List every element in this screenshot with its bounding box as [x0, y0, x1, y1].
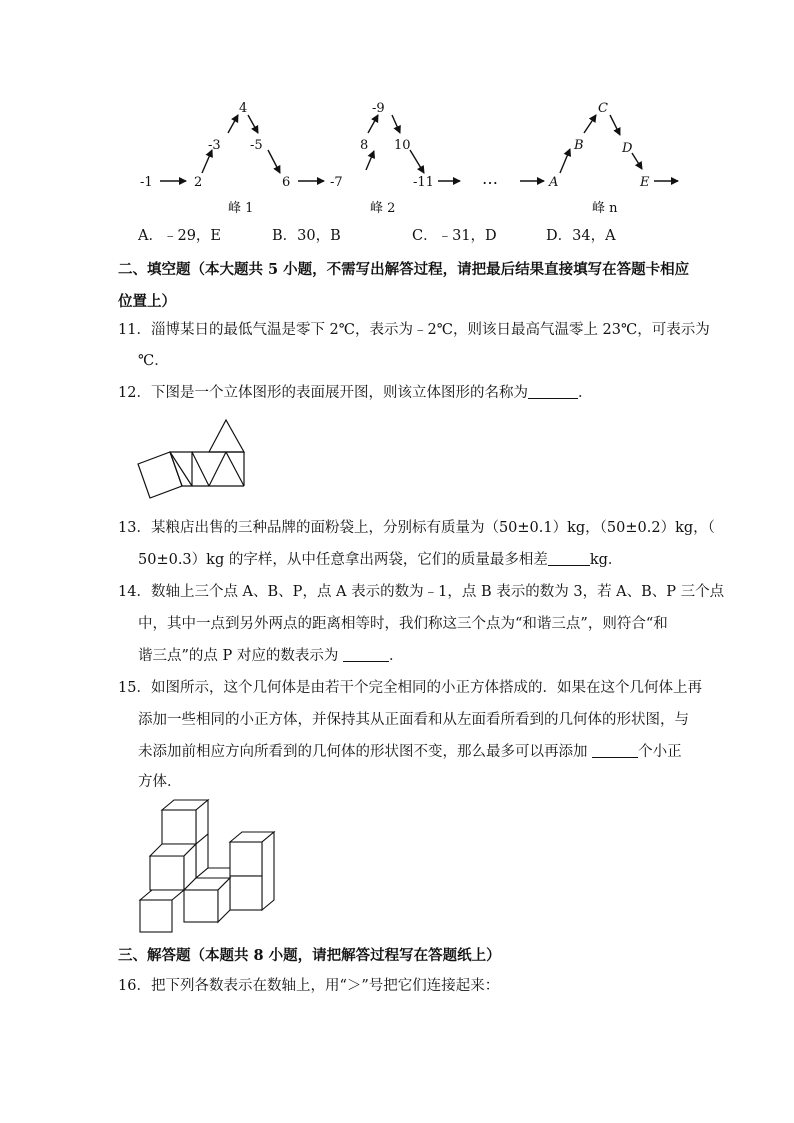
q16-line1: 16．把下列各数表示在数轴上，用“＞”号把它们连接起来：: [118, 978, 500, 994]
peak2-label: 峰 2: [370, 201, 396, 216]
q13-line2-end: kg．: [589, 552, 623, 568]
q14-line3: [138, 646, 404, 666]
peaks-dots: …: [482, 169, 498, 188]
peakn-e: E: [640, 175, 650, 190]
peakn-d: D: [622, 141, 633, 156]
peak2-left: -7: [330, 175, 343, 190]
peak2-v4: 10: [394, 138, 411, 153]
peak1-v2: 2: [194, 175, 203, 190]
q15-line4: 方体．: [138, 774, 182, 790]
section2-heading-line2: 位置上）: [118, 293, 176, 310]
q13-answer-blank: [548, 551, 590, 566]
peak2-top: -9: [372, 101, 385, 116]
q12-text: [118, 383, 592, 403]
option-b: B．30，B: [272, 228, 341, 244]
peak2-v2: 8: [360, 138, 369, 153]
peakn-a: A: [549, 175, 559, 190]
option-a: A．﹣29，E: [138, 228, 222, 244]
q13-line2: [138, 550, 622, 570]
q11-line1: 11．淄博某日的最低气温是零下 2℃，表示为﹣2℃，则该日最高气温零上 23℃，可表示为: [118, 322, 710, 338]
q15-line3-text: 未添加前相应方向所看到的几何体的形状图不变，那么最多可以再添加: [138, 744, 588, 760]
peakn-b: B: [574, 138, 584, 153]
q12-answer-blank: [528, 384, 578, 399]
q14-line1: 14．数轴上三个点 A、B、P，点 A 表示的数为﹣1，点 B 表示的数为 3，若 A、B、P 三个点: [118, 584, 725, 600]
q14-line3-text: 谐三点”的点 P 对应的数表示为: [138, 648, 339, 664]
section2-heading-line1: 二、填空题（本大题共 5 小题，不需写出解答过程，请把最后结果直接填写在答题卡相应: [118, 261, 690, 278]
q13-line1: 13．某粮店出售的三种品牌的面粉袋上，分别标有质量为（50±0.1）kg，（50±0.2）kg，（: [118, 520, 715, 536]
q15-line2: 添加一些相同的小正方体，并保持其从正面看和从左面看所看到的几何体的形状图，与: [138, 712, 689, 728]
peakn-label: 峰 n: [592, 201, 618, 216]
net-figure: [134, 412, 252, 504]
peaks-figure: [130, 95, 690, 220]
peak1-left: -1: [140, 175, 153, 190]
q12-question: 12．下图是一个立体图形的表面展开图，则该立体图形的名称为: [118, 385, 528, 401]
option-c: C．﹣31，D: [412, 228, 497, 244]
peak1-v3: -3: [208, 138, 221, 153]
q14-answer-blank: [343, 647, 389, 662]
q15-answer-blank: [592, 743, 638, 758]
q15-line3-end: 个小正: [638, 744, 682, 760]
q13-line2-text: 50±0.3）kg 的字样，从中任意拿出两袋，它们的质量最多相差: [138, 552, 548, 568]
section3-heading: 三、解答题（本题共 8 小题，请把解答过程写在答题纸上）: [118, 947, 501, 964]
peak1-v5: -5: [250, 138, 263, 153]
peak1-v6: 6: [282, 175, 291, 190]
q15-line1: 15．如图所示，这个几何体是由若干个完全相同的小正方体搭成的．如果在这个几何体上再: [118, 680, 702, 696]
q14-line2: 中，其中一点到另外两点的距离相等时，我们称这三个点为“和谐三点”，则符合“和: [138, 616, 668, 632]
q12-end: ．: [577, 385, 593, 401]
q11-line2: ℃．: [138, 353, 169, 369]
q15-line3: [138, 742, 682, 762]
cubes-figure: [138, 798, 278, 934]
option-d: D．34，A: [546, 228, 616, 244]
peak2-v5: -11: [413, 175, 434, 190]
peak1-label: 峰 1: [228, 201, 254, 216]
q14-line3-end: ．: [389, 648, 404, 664]
peak1-top: 4: [239, 101, 248, 116]
peakn-c: C: [598, 101, 608, 116]
